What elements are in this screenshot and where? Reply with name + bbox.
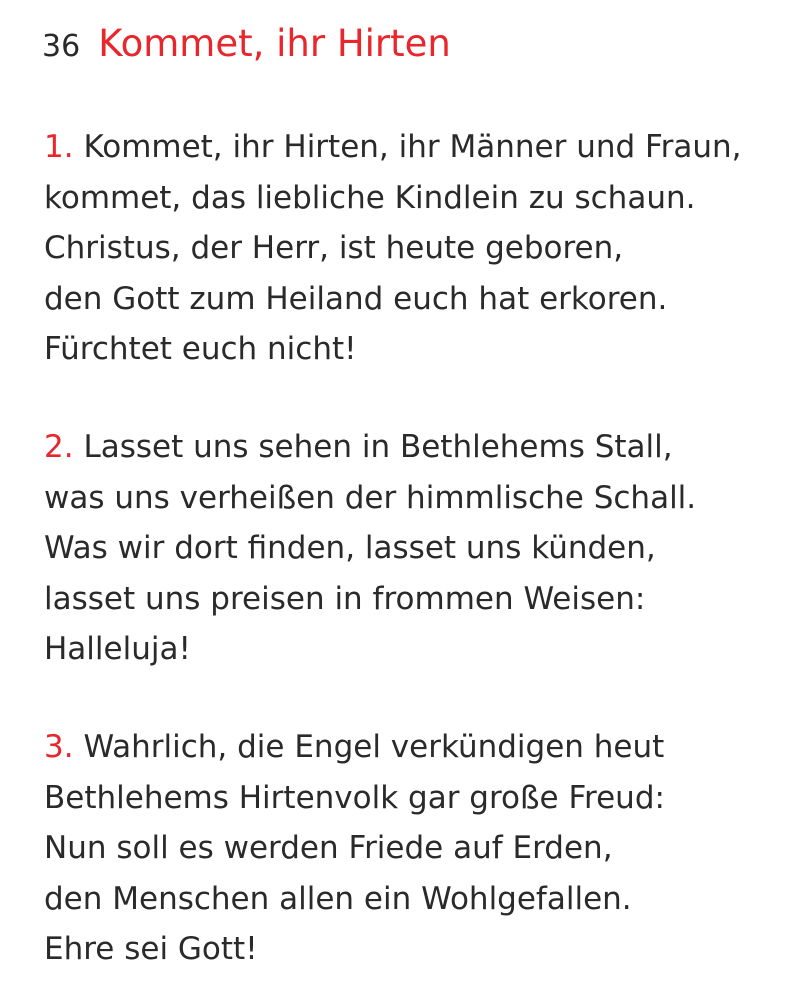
verse-line-text: Kommet, ihr Hirten, ihr Männer und Fraun, <box>83 129 742 165</box>
verse-line: was uns verheißen der himmlische Schall. <box>44 479 697 516</box>
verse-1 <box>44 122 742 375</box>
verse-line: Ehre sei Gott! <box>44 931 258 967</box>
verse-line: Was wir dort finden, lasset uns künden, <box>44 530 656 566</box>
verse-line-text: Wahrlich, die Engel verkündigen heut <box>83 729 665 765</box>
verse-line: Nun soll es werden Friede auf Erden, <box>44 830 613 866</box>
verse-line <box>44 122 742 173</box>
verse-number: 1. <box>44 129 74 165</box>
verse-3 <box>44 722 665 975</box>
song-title: Kommet, ihr Hirten <box>98 22 451 65</box>
verse-2 <box>44 422 696 675</box>
verse-line: den Gott zum Heiland euch hat erkoren. <box>44 280 668 317</box>
verse-line: Bethlehems Hirtenvolk gar große Freud: <box>44 779 665 816</box>
verse-line <box>44 422 696 473</box>
verse-line: den Menschen allen ein Wohlgefallen. <box>44 880 632 917</box>
verse-number: 3. <box>44 729 74 765</box>
verse-line: Halleluja! <box>44 631 191 667</box>
song-header <box>42 22 451 78</box>
song-number: 36 <box>42 29 81 64</box>
verse-line <box>44 722 665 773</box>
verse-line: lasset uns preisen in frommen Weisen: <box>44 580 646 617</box>
verse-number: 2. <box>44 429 74 465</box>
verse-line-text: Lasset uns sehen in Bethlehems Stall, <box>83 429 673 465</box>
verse-line: kommet, das liebliche Kindlein zu schaun. <box>44 179 696 216</box>
verse-line: Christus, der Herr, ist heute geboren, <box>44 230 624 266</box>
verse-line: Fürchtet euch nicht! <box>44 331 357 367</box>
